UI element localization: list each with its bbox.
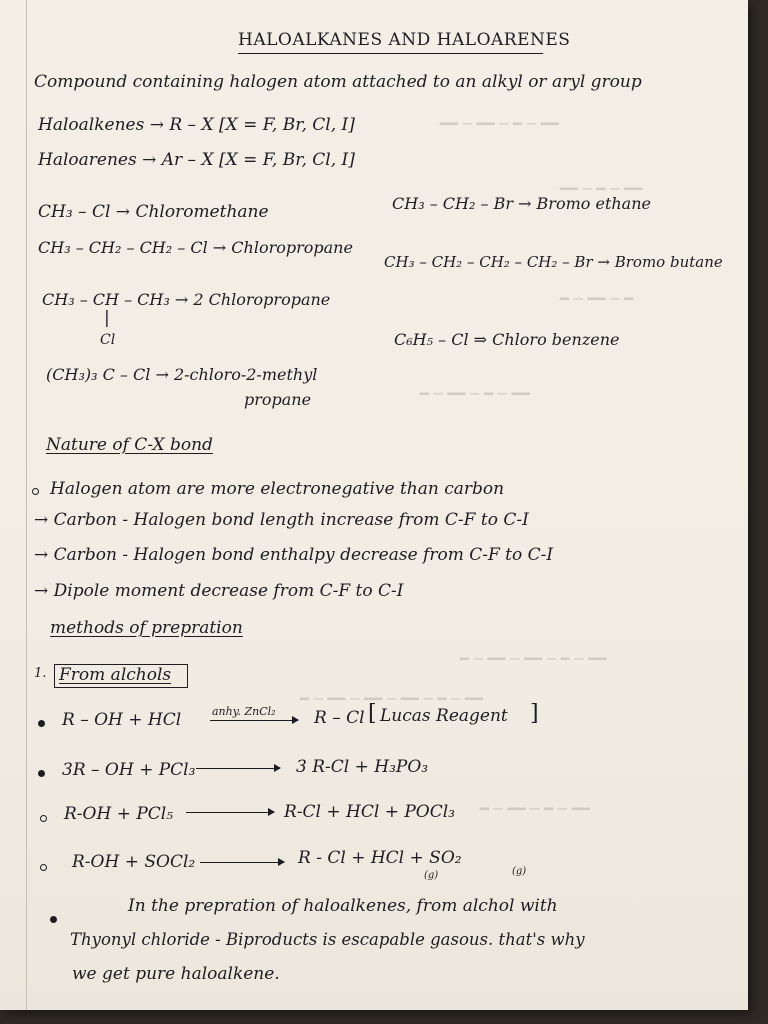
- bleed-through-decoration: ━━ ─ ━ ─ ━━ ─ ━: [420, 385, 530, 403]
- example-bromoethane: CH₃ – CH₂ – Br → Bromo ethane: [392, 194, 651, 213]
- example-chloropropane: CH₃ – CH₂ – CH₂ – Cl → Chloropropane: [38, 238, 353, 257]
- reaction-2-reactants: 3R – OH + PCl₃: [62, 760, 196, 780]
- reaction-1-products: R – Cl: [314, 708, 365, 728]
- bleed-through-decoration: ━━ ─ ━ ─ ━━: [560, 180, 643, 198]
- example-2-chloropropane-branch: Cl: [100, 332, 116, 348]
- section-heading-nature: Nature of C-X bond: [46, 435, 213, 455]
- definition-haloalkenes: Haloalkenes → R – X [X = F, Br, Cl, I]: [38, 115, 355, 135]
- bleed-through-decoration: ━━ ─ ━ ─ ━━ ─ ━: [480, 800, 590, 818]
- bullet: [38, 720, 45, 727]
- reaction-1-note: Lucas Reagent: [380, 706, 508, 726]
- bleed-through-decoration: ━━ ─ ━ ─ ━━ ─ ━━ ─ ━━ ─ ━: [300, 690, 484, 708]
- bullet: [40, 864, 47, 871]
- bullet: [32, 488, 39, 495]
- bracket-open: [: [368, 701, 377, 726]
- bullet: [50, 916, 57, 923]
- reaction-3-reactants: R-OH + PCl₅: [64, 804, 174, 824]
- reaction-arrow: [186, 812, 274, 813]
- note-line-1: In the prepration of haloalkenes, from alchol with: [128, 896, 558, 916]
- intro-text: Compound containing halogen atom attached to an alkyl or aryl group: [34, 72, 642, 92]
- example-2-chloro-2-methyl-cont: propane: [244, 390, 312, 409]
- margin-line: [26, 0, 27, 1010]
- reaction-1-condition: anhy. ZnCl₂: [212, 705, 276, 718]
- example-2-chloropropane: CH₃ – CH – CH₃ → 2 Chloropropane: [42, 290, 331, 309]
- nature-item-2: → Carbon - Halogen bond length increase from C-F to C-I: [34, 510, 529, 530]
- reaction-arrow: [210, 720, 298, 721]
- title-underline: [238, 53, 543, 54]
- reaction-4-reactants: R-OH + SOCl₂: [72, 852, 196, 872]
- note-line-2: Thyonyl chloride - Biproducts is escapable gasous. that's why: [70, 930, 585, 949]
- reaction-4-gas-label-1: (g): [424, 870, 439, 881]
- reaction-3-products: R-Cl + HCl + POCl₃: [284, 802, 455, 822]
- reaction-1-reactants: R – OH + HCl: [62, 710, 182, 730]
- nature-item-3: → Carbon - Halogen bond enthalpy decrease from C-F to C-I: [34, 545, 554, 565]
- example-bromobutane: CH₃ – CH₂ – CH₂ – CH₂ – Br → Bromo butane: [384, 253, 723, 271]
- subsection-heading-box: [54, 664, 188, 688]
- definition-haloarenes: Haloarenes → Ar – X [X = F, Br, Cl, I]: [38, 150, 355, 170]
- reaction-arrow: [200, 862, 284, 863]
- bullet: [38, 770, 45, 777]
- reaction-arrow: [196, 768, 280, 769]
- example-chloromethane: CH₃ – Cl → Chloromethane: [38, 202, 269, 222]
- example-chlorobenzene: C₆H₅ – Cl ⇒ Chloro benzene: [394, 330, 620, 349]
- subsection-heading: From alchols: [59, 665, 172, 685]
- nature-item-1: Halogen atom are more electronegative than carbon: [50, 479, 505, 499]
- reaction-2-products: 3 R-Cl + H₃PO₃: [296, 757, 429, 777]
- page-title: HALOALKANES AND HALOARENES: [238, 30, 571, 50]
- bracket-close: ]: [530, 701, 539, 726]
- bleed-through-decoration: ━━ ─ ━ ─ ━━ ─ ━━ ─ ━: [460, 650, 607, 668]
- note-line-3: we get pure haloalkene.: [72, 964, 280, 984]
- bullet: [40, 815, 47, 822]
- reaction-4-products: R - Cl + HCl + SO₂: [298, 848, 462, 868]
- nature-item-4: → Dipole moment decrease from C-F to C-I: [34, 581, 404, 601]
- subsection-number: 1.: [34, 666, 47, 681]
- reaction-4-gas-label-2: (g): [512, 866, 527, 877]
- example-2-chloropropane-branch-bond: |: [104, 308, 110, 328]
- bleed-through-decoration: ━━ ─ ━ ─ ━━ ─ ━━: [440, 115, 559, 133]
- bleed-through-decoration: ━ ─ ━━ ─ ━: [560, 290, 634, 308]
- section-heading-methods: methods of prepration: [50, 618, 243, 638]
- example-2-chloro-2-methyl: (CH₃)₃ C – Cl → 2-chloro-2-methyl: [46, 365, 318, 384]
